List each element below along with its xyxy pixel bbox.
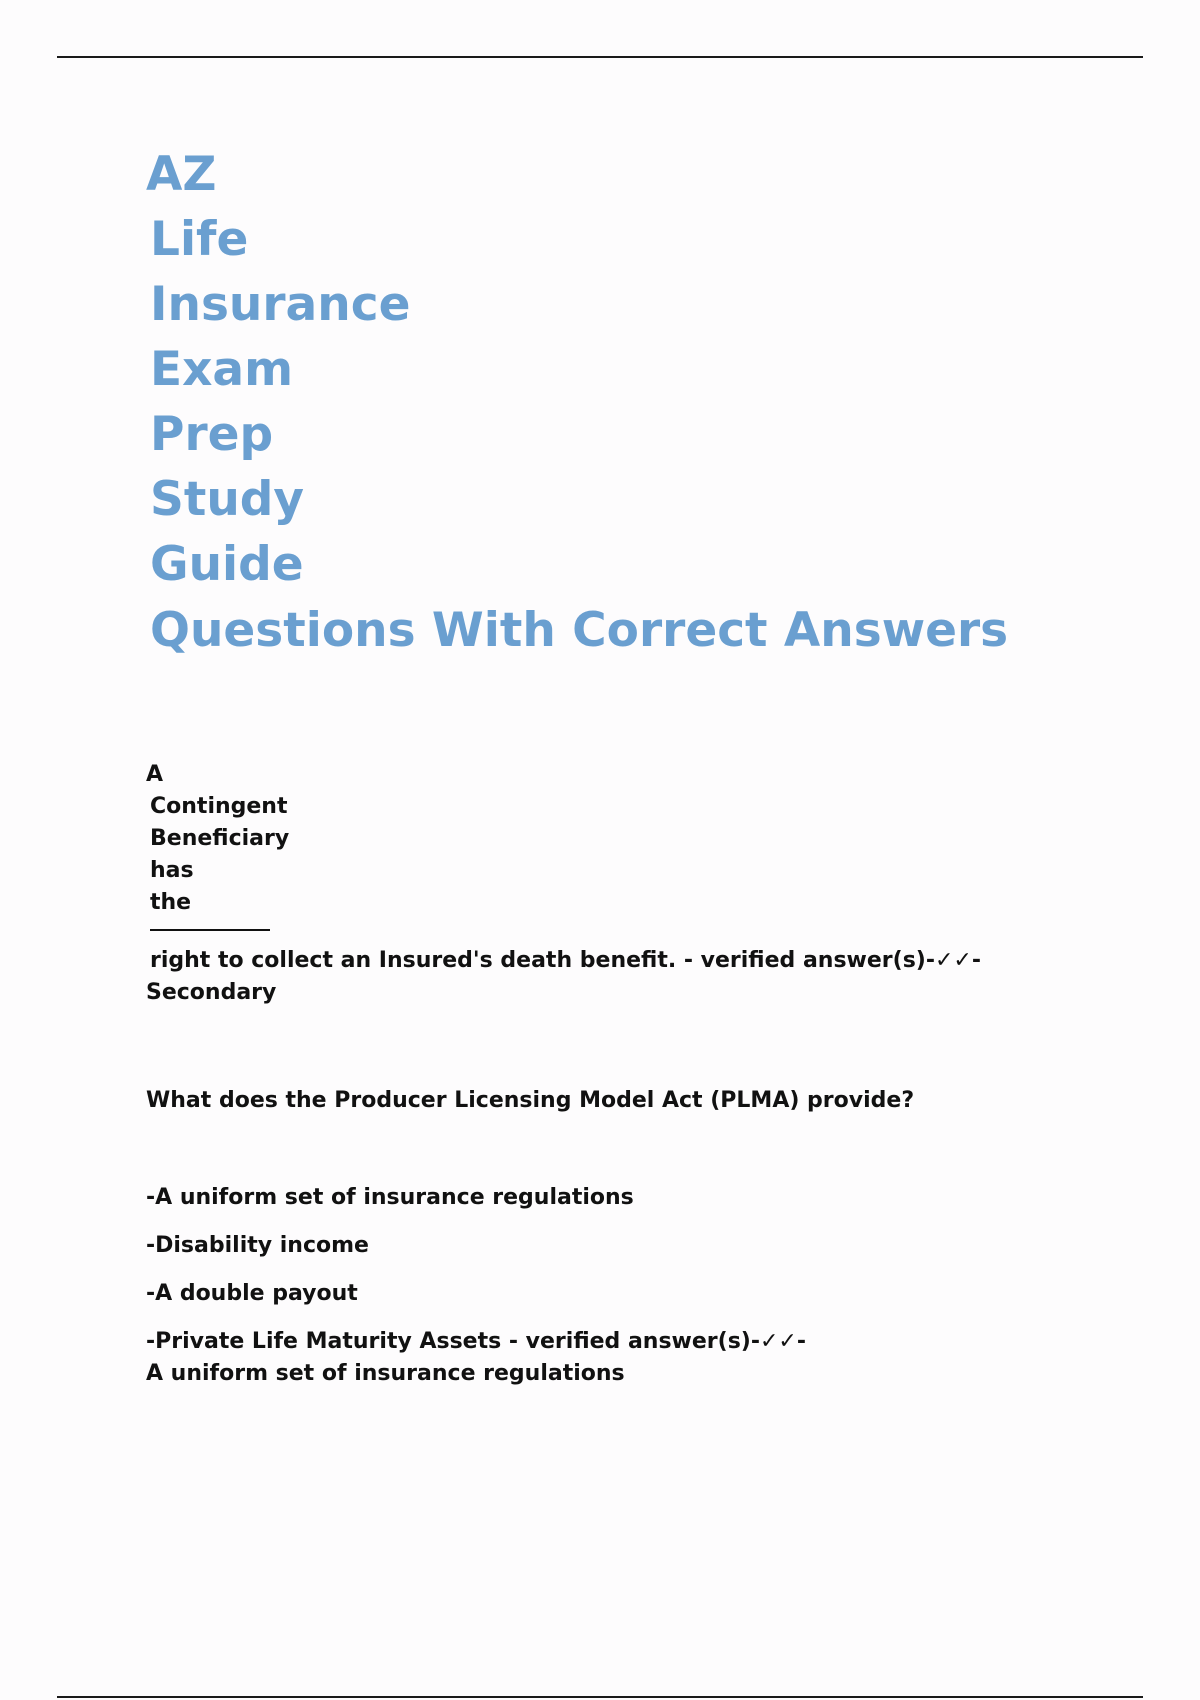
title-line: Guide: [150, 537, 304, 592]
fill-in-blank-line: [150, 929, 270, 931]
question-word: has: [150, 858, 194, 883]
question-word: the: [150, 890, 192, 915]
title-line: Insurance: [150, 277, 411, 332]
title-line: Prep: [150, 407, 274, 462]
answer-option: -Disability income: [146, 1233, 369, 1258]
header-rule: [57, 56, 1143, 58]
question-word: A: [146, 762, 164, 787]
question-word: Beneficiary: [150, 826, 290, 851]
answer-option: -A uniform set of insurance regulations: [146, 1185, 634, 1210]
answer-options: [146, 1182, 1086, 1390]
title-line: Questions With Correct Answers: [150, 603, 1009, 658]
title-line: AZ: [146, 147, 217, 202]
document-title: [146, 142, 1008, 665]
title-line: Exam: [150, 342, 294, 397]
answer-option: -A double payout: [146, 1281, 358, 1306]
answer-text: Secondary: [146, 980, 277, 1005]
answer-option: -Private Life Maturity Assets - verified answer(s)-✓✓-: [146, 1329, 806, 1354]
footer-rule: [57, 1696, 1143, 1698]
title-line: Study: [150, 472, 305, 527]
question-block-plma: [146, 1085, 1086, 1390]
answer-text: A uniform set of insurance regulations: [146, 1361, 625, 1386]
title-line: Life: [150, 212, 249, 267]
question-block-contingent-beneficiary: [146, 759, 1066, 1009]
question-text: What does the Producer Licensing Model Act (PLMA) provide?: [146, 1088, 915, 1113]
question-continuation: right to collect an Insured's death benefit. - verified answer(s)-✓✓-: [150, 948, 981, 973]
question-word: Contingent: [150, 794, 288, 819]
